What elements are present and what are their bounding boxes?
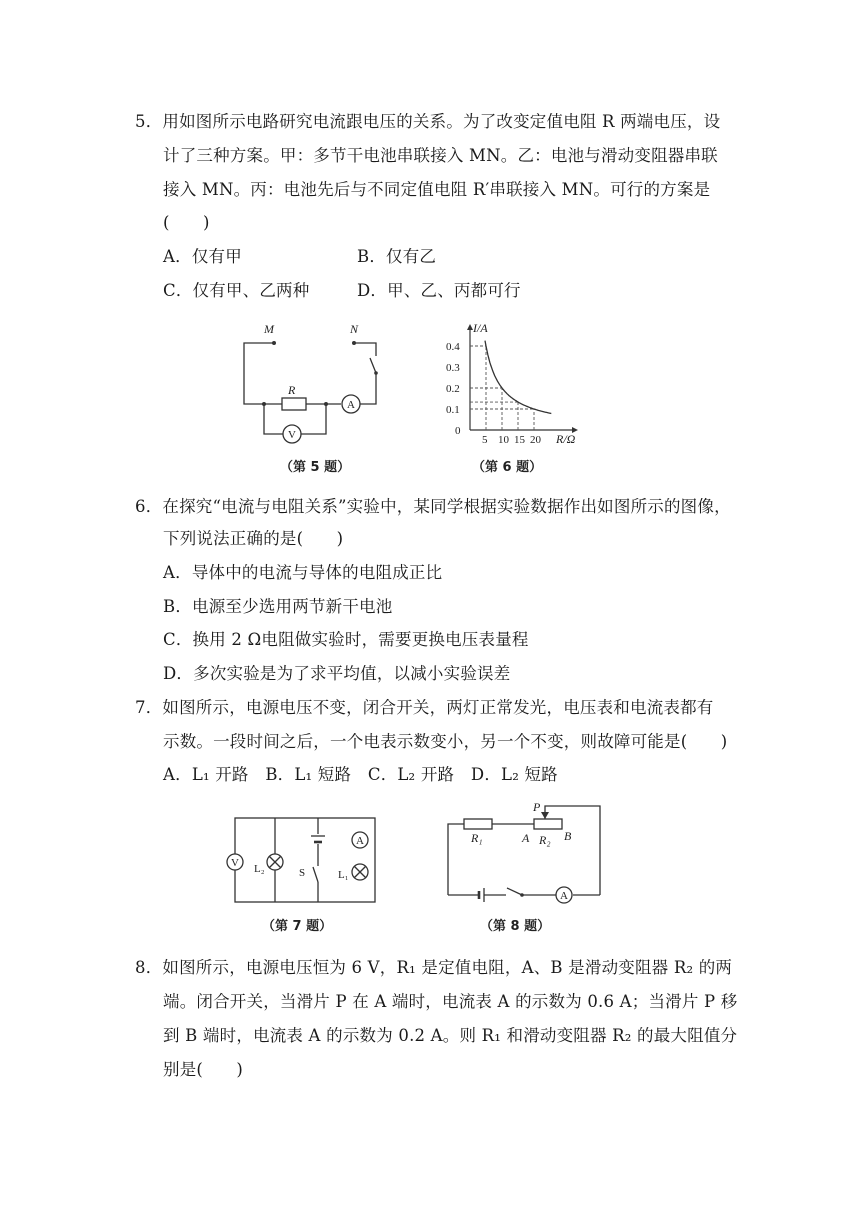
q5-line-2: 计了三种方案。甲：多节干电池串联接入 MN。乙：电池与滑动变阻器串联 bbox=[163, 146, 718, 165]
y-axis-label: I/A bbox=[473, 321, 488, 335]
q5-line-1: 5．用如图所示电路研究电流跟电压的关系。为了改变定值电阻 R 两端电压，设 bbox=[135, 112, 721, 131]
slider-p bbox=[541, 812, 549, 819]
q6-option-a: A．导体中的电流与导体的电阻成正比 bbox=[163, 563, 443, 582]
y-tick-label: 0.2 bbox=[446, 383, 460, 395]
outer-frame bbox=[235, 818, 375, 902]
switch bbox=[507, 888, 522, 895]
q6-option-d: D．多次实验是为了求平均值，以减小实验误差 bbox=[163, 664, 511, 683]
figure-6-graph bbox=[430, 318, 600, 478]
label-a: A bbox=[522, 831, 530, 845]
label-r2: R₂ bbox=[539, 833, 551, 847]
origin-label: 0 bbox=[455, 425, 461, 437]
ammeter-label: A bbox=[347, 399, 355, 411]
label-r: R bbox=[288, 383, 296, 397]
label-r1: R₁ bbox=[471, 831, 483, 845]
q6-line-2: 下列说法正确的是( ) bbox=[163, 529, 344, 548]
switch bbox=[370, 358, 376, 373]
ammeter-label: A bbox=[560, 890, 568, 902]
caption-8: （第 8 题） bbox=[480, 919, 551, 934]
y-tick-label: 0.4 bbox=[446, 341, 460, 353]
q7-options: A．L₁ 开路 B．L₁ 短路 C．L₂ 开路 D．L₂ 短路 bbox=[163, 765, 558, 784]
chart-6 bbox=[446, 321, 578, 446]
label-p: P bbox=[533, 800, 541, 814]
x-tick-label: 10 bbox=[498, 434, 509, 446]
label-m: M bbox=[264, 322, 274, 336]
q8-line-3: 到 B 端时，电流表 A 的示数为 0.2 A。则 R₁ 和滑动变阻器 R₂ 的最大阻值分 bbox=[163, 1026, 738, 1045]
q7-line-2: 示数。一段时间之后，一个电表示数变小，另一个不变，则故障可能是( ) bbox=[163, 732, 728, 751]
label-s: S bbox=[299, 867, 306, 879]
ammeter-label: A bbox=[356, 835, 364, 847]
x-tick-label: 5 bbox=[482, 434, 488, 446]
caption-6: （第 6 题） bbox=[472, 460, 543, 475]
q6-option-c: C．换用 2 Ω电阻做实验时，需要更换电压表量程 bbox=[163, 630, 529, 649]
label-l1: L₁ bbox=[338, 869, 349, 881]
figure-7-circuit bbox=[220, 806, 400, 941]
label-n: N bbox=[350, 322, 359, 336]
q5-option-c: C．仅有甲、乙两种 bbox=[163, 281, 310, 300]
q6-option-b: B．电源至少选用两节新干电池 bbox=[163, 597, 393, 616]
q8-line-2: 端。闭合开关，当滑片 P 在 A 端时，电流表 A 的示数为 0.6 A；当滑片 P 移 bbox=[163, 992, 738, 1011]
q5-line-3: 接入 MN。丙：电池先后与不同定值电阻 R′串联接入 MN。可行的方案是 bbox=[163, 180, 711, 199]
x-axis-label: R/Ω bbox=[556, 432, 576, 446]
q5-line-4: ( ) bbox=[163, 213, 210, 232]
label-l2: L₂ bbox=[254, 863, 265, 875]
wire-left bbox=[244, 343, 282, 404]
y-tick-label: 0.1 bbox=[446, 404, 460, 416]
voltmeter-label: V bbox=[231, 857, 239, 869]
caption-5: （第 5 题） bbox=[280, 460, 351, 475]
q5-option-b: B．仅有乙 bbox=[357, 247, 437, 266]
q7-line-1: 7．如图所示，电源电压不变，闭合开关，两灯正常发光，电压表和电流表都有 bbox=[135, 698, 714, 717]
q6-line-1: 6．在探究“电流与电阻关系”实验中，某同学根据实验数据作出如图所示的图像， bbox=[135, 497, 731, 516]
x-tick-label: 20 bbox=[530, 434, 541, 446]
rheostat-r2 bbox=[534, 819, 562, 829]
curve-series bbox=[485, 341, 551, 414]
figure-5-circuit bbox=[232, 318, 402, 478]
resistor-r bbox=[282, 398, 306, 410]
figure-8-circuit bbox=[440, 796, 610, 941]
q5-option-d: D．甲、乙、丙都可行 bbox=[357, 281, 521, 300]
q8-line-1: 8．如图所示，电源电压恒为 6 V，R₁ 是定值电阻，A、B 是滑动变阻器 R₂ 的两 bbox=[135, 958, 733, 977]
voltmeter-label: V bbox=[288, 429, 296, 441]
caption-7: （第 7 题） bbox=[262, 919, 333, 934]
q8-line-4: 别是( ) bbox=[163, 1060, 244, 1079]
x-tick-label: 15 bbox=[514, 434, 525, 446]
resistor-r1 bbox=[464, 819, 492, 829]
y-tick-label: 0.3 bbox=[446, 362, 460, 374]
q5-option-a: A．仅有甲 bbox=[163, 247, 242, 266]
label-b: B bbox=[564, 829, 572, 843]
